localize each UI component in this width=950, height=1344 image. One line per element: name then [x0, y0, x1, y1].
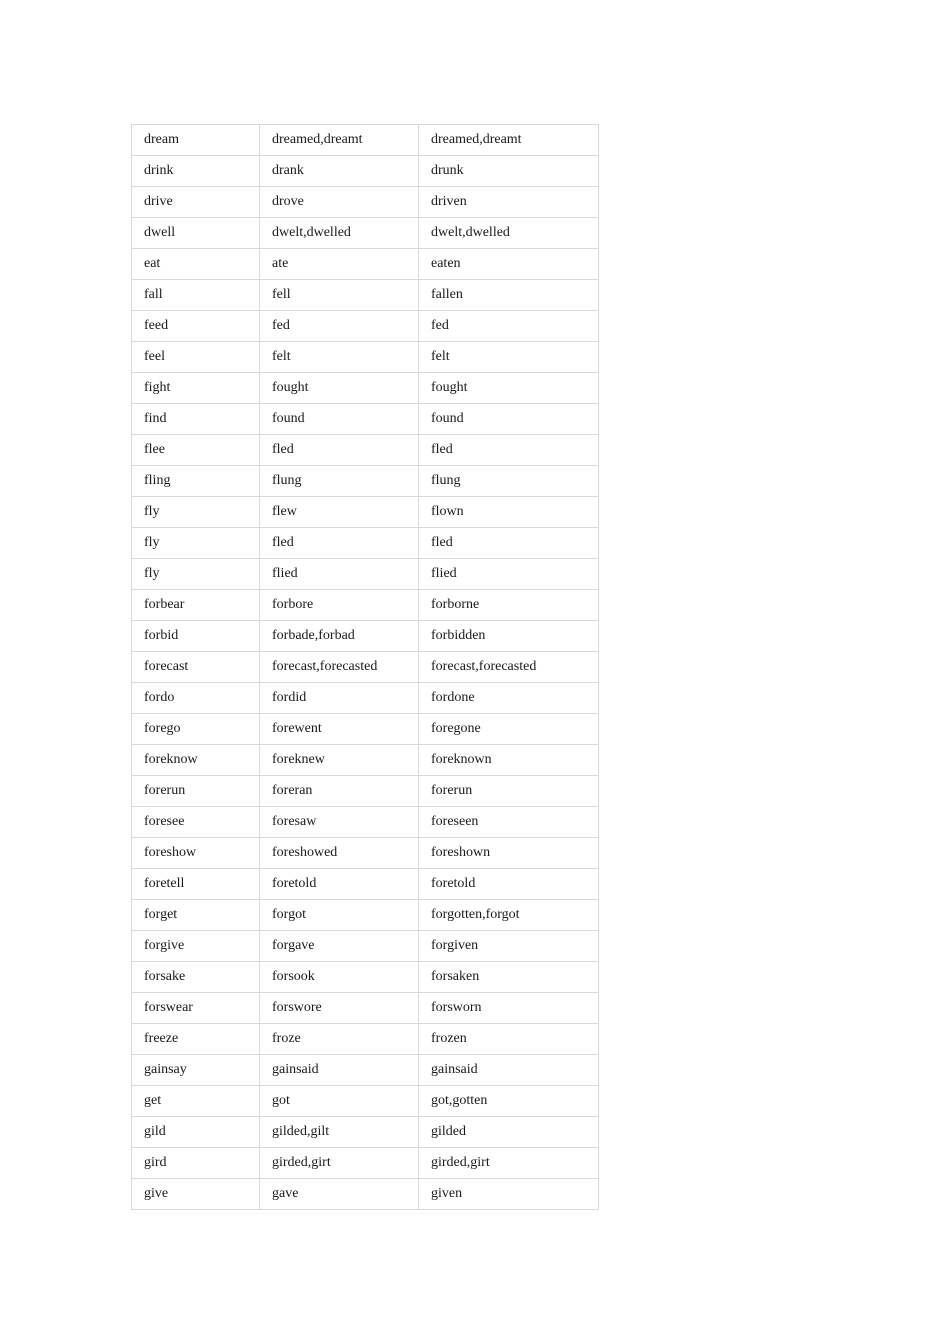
base-form-cell: forerun — [132, 776, 260, 807]
table-row — [132, 187, 599, 218]
past-participle-cell: foreshown — [419, 838, 599, 869]
base-form-cell: foretell — [132, 869, 260, 900]
base-form-cell: foreshow — [132, 838, 260, 869]
past-tense-cell: fell — [260, 280, 419, 311]
past-tense-cell: gave — [260, 1179, 419, 1210]
base-form-cell: forswear — [132, 993, 260, 1024]
base-form-cell: forget — [132, 900, 260, 931]
past-participle-cell: flied — [419, 559, 599, 590]
table-row — [132, 745, 599, 776]
past-tense-cell: forswore — [260, 993, 419, 1024]
past-participle-cell: foregone — [419, 714, 599, 745]
base-form-cell: fly — [132, 528, 260, 559]
past-participle-cell: foreknown — [419, 745, 599, 776]
table-row — [132, 280, 599, 311]
base-form-cell: forbid — [132, 621, 260, 652]
base-form-cell: fling — [132, 466, 260, 497]
past-tense-cell: froze — [260, 1024, 419, 1055]
base-form-cell: find — [132, 404, 260, 435]
past-tense-cell: forgave — [260, 931, 419, 962]
base-form-cell: fight — [132, 373, 260, 404]
past-tense-cell: fed — [260, 311, 419, 342]
table-row — [132, 807, 599, 838]
past-participle-cell: found — [419, 404, 599, 435]
past-tense-cell: forsook — [260, 962, 419, 993]
past-tense-cell: drank — [260, 156, 419, 187]
past-participle-cell: dreamed,dreamt — [419, 125, 599, 156]
table-row — [132, 962, 599, 993]
table-row — [132, 931, 599, 962]
past-participle-cell: foreseen — [419, 807, 599, 838]
base-form-cell: dwell — [132, 218, 260, 249]
past-tense-cell: gainsaid — [260, 1055, 419, 1086]
base-form-cell: gird — [132, 1148, 260, 1179]
past-participle-cell: fled — [419, 528, 599, 559]
past-tense-cell: fordid — [260, 683, 419, 714]
base-form-cell: drive — [132, 187, 260, 218]
base-form-cell: fly — [132, 559, 260, 590]
table-row — [132, 404, 599, 435]
past-participle-cell: flung — [419, 466, 599, 497]
table-row — [132, 1117, 599, 1148]
past-tense-cell: ate — [260, 249, 419, 280]
base-form-cell: flee — [132, 435, 260, 466]
past-tense-cell: drove — [260, 187, 419, 218]
past-participle-cell: forbidden — [419, 621, 599, 652]
past-tense-cell: forbade,forbad — [260, 621, 419, 652]
table-row — [132, 373, 599, 404]
past-participle-cell: got,gotten — [419, 1086, 599, 1117]
table-row — [132, 621, 599, 652]
irregular-verb-table — [131, 124, 599, 1210]
table-row — [132, 528, 599, 559]
base-form-cell: foreknow — [132, 745, 260, 776]
past-tense-cell: foretold — [260, 869, 419, 900]
table-row — [132, 497, 599, 528]
past-tense-cell: forewent — [260, 714, 419, 745]
past-participle-cell: forgiven — [419, 931, 599, 962]
past-participle-cell: fed — [419, 311, 599, 342]
base-form-cell: feel — [132, 342, 260, 373]
past-participle-cell: felt — [419, 342, 599, 373]
past-participle-cell: forsworn — [419, 993, 599, 1024]
base-form-cell: gainsay — [132, 1055, 260, 1086]
past-participle-cell: flown — [419, 497, 599, 528]
past-participle-cell: forecast,forecasted — [419, 652, 599, 683]
table-row — [132, 1055, 599, 1086]
past-participle-cell: foretold — [419, 869, 599, 900]
base-form-cell: give — [132, 1179, 260, 1210]
past-tense-cell: forbore — [260, 590, 419, 621]
past-participle-cell: forerun — [419, 776, 599, 807]
past-participle-cell: eaten — [419, 249, 599, 280]
table-row — [132, 1148, 599, 1179]
table-row — [132, 900, 599, 931]
past-participle-cell: forborne — [419, 590, 599, 621]
base-form-cell: drink — [132, 156, 260, 187]
past-tense-cell: fled — [260, 435, 419, 466]
past-participle-cell: driven — [419, 187, 599, 218]
base-form-cell: fly — [132, 497, 260, 528]
table-row — [132, 652, 599, 683]
past-participle-cell: fordone — [419, 683, 599, 714]
past-tense-cell: fled — [260, 528, 419, 559]
base-form-cell: forego — [132, 714, 260, 745]
past-tense-cell: dwelt,dwelled — [260, 218, 419, 249]
past-tense-cell: felt — [260, 342, 419, 373]
base-form-cell: dream — [132, 125, 260, 156]
past-tense-cell: flied — [260, 559, 419, 590]
past-tense-cell: forecast,forecasted — [260, 652, 419, 683]
past-tense-cell: foreshowed — [260, 838, 419, 869]
table-row — [132, 311, 599, 342]
table-row — [132, 342, 599, 373]
table-row — [132, 838, 599, 869]
past-participle-cell: gilded — [419, 1117, 599, 1148]
base-form-cell: gild — [132, 1117, 260, 1148]
table-row — [132, 993, 599, 1024]
past-tense-cell: found — [260, 404, 419, 435]
table-row — [132, 559, 599, 590]
past-participle-cell: given — [419, 1179, 599, 1210]
base-form-cell: forsake — [132, 962, 260, 993]
table-row — [132, 683, 599, 714]
past-participle-cell: fallen — [419, 280, 599, 311]
past-tense-cell: foreran — [260, 776, 419, 807]
past-tense-cell: flew — [260, 497, 419, 528]
base-form-cell: forbear — [132, 590, 260, 621]
table-row — [132, 590, 599, 621]
table-row — [132, 218, 599, 249]
past-tense-cell: forgot — [260, 900, 419, 931]
base-form-cell: feed — [132, 311, 260, 342]
table-row — [132, 249, 599, 280]
past-participle-cell: fought — [419, 373, 599, 404]
table-row — [132, 1024, 599, 1055]
past-tense-cell: foresaw — [260, 807, 419, 838]
table-row — [132, 435, 599, 466]
past-tense-cell: foreknew — [260, 745, 419, 776]
past-participle-cell: fled — [419, 435, 599, 466]
table-row — [132, 714, 599, 745]
past-tense-cell: flung — [260, 466, 419, 497]
past-participle-cell: drunk — [419, 156, 599, 187]
base-form-cell: forecast — [132, 652, 260, 683]
table-row — [132, 125, 599, 156]
table-row — [132, 776, 599, 807]
table-row — [132, 156, 599, 187]
base-form-cell: foresee — [132, 807, 260, 838]
base-form-cell: freeze — [132, 1024, 260, 1055]
base-form-cell: forgive — [132, 931, 260, 962]
table-row — [132, 466, 599, 497]
past-tense-cell: dreamed,dreamt — [260, 125, 419, 156]
base-form-cell: fordo — [132, 683, 260, 714]
past-participle-cell: gainsaid — [419, 1055, 599, 1086]
table-row — [132, 869, 599, 900]
table-row — [132, 1179, 599, 1210]
past-participle-cell: forsaken — [419, 962, 599, 993]
table-row — [132, 1086, 599, 1117]
base-form-cell: get — [132, 1086, 260, 1117]
base-form-cell: fall — [132, 280, 260, 311]
past-participle-cell: frozen — [419, 1024, 599, 1055]
past-participle-cell: forgotten,forgot — [419, 900, 599, 931]
verb-table-body — [132, 125, 599, 1210]
past-tense-cell: fought — [260, 373, 419, 404]
past-participle-cell: dwelt,dwelled — [419, 218, 599, 249]
past-tense-cell: girded,girt — [260, 1148, 419, 1179]
past-participle-cell: girded,girt — [419, 1148, 599, 1179]
past-tense-cell: gilded,gilt — [260, 1117, 419, 1148]
base-form-cell: eat — [132, 249, 260, 280]
past-tense-cell: got — [260, 1086, 419, 1117]
